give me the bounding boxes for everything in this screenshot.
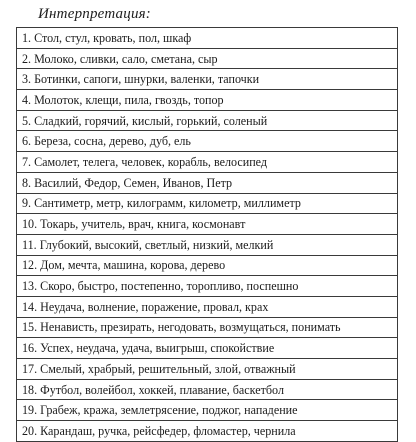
- table-row: [17, 379, 398, 400]
- table-cell: 2. Молоко, сливки, сало, сметана, сыр: [17, 48, 398, 69]
- table-cell: 6. Береза, сосна, дерево, дуб, ель: [17, 131, 398, 152]
- table-cell: 14. Неудача, волнение, поражение, провал, крах: [17, 296, 398, 317]
- table-row: [17, 193, 398, 214]
- table-row: [17, 296, 398, 317]
- table-row: [17, 317, 398, 338]
- table-cell: 11. Глубокий, высокий, светлый, низкий, мелкий: [17, 234, 398, 255]
- table-row: [17, 110, 398, 131]
- table-cell: 13. Скоро, быстро, постепенно, торопливо, поспешно: [17, 276, 398, 297]
- table-cell: 15. Ненависть, презирать, негодовать, возмущаться, понимать: [17, 317, 398, 338]
- table-cell: 3. Ботинки, сапоги, шнурки, валенки, тапочки: [17, 69, 398, 90]
- table-row: [17, 69, 398, 90]
- table-cell: 10. Токарь, учитель, врач, книга, космонавт: [17, 214, 398, 235]
- table-body: [17, 28, 398, 442]
- table-cell: 4. Молоток, клещи, пила, гвоздь, топор: [17, 90, 398, 111]
- word-list-table: [16, 27, 398, 442]
- table-row: [17, 214, 398, 235]
- table-cell: 1. Стол, стул, кровать, пол, шкаф: [17, 28, 398, 49]
- table-cell: 17. Смелый, храбрый, решительный, злой, отважный: [17, 359, 398, 380]
- table-row: [17, 28, 398, 49]
- table-row: [17, 90, 398, 111]
- table-row: [17, 172, 398, 193]
- table-cell: 20. Карандаш, ручка, рейсфедер, фломастер, чернила: [17, 421, 398, 442]
- table-cell: 5. Сладкий, горячий, кислый, горький, соленый: [17, 110, 398, 131]
- table-cell: 16. Успех, неудача, удача, выигрыш, спокойствие: [17, 338, 398, 359]
- table-row: [17, 359, 398, 380]
- table-row: [17, 152, 398, 173]
- table-row: [17, 48, 398, 69]
- section-heading: Интерпретация:: [38, 6, 152, 22]
- table-row: [17, 131, 398, 152]
- table-row: [17, 338, 398, 359]
- table-cell: 7. Самолет, телега, человек, корабль, велосипед: [17, 152, 398, 173]
- table-cell: 18. Футбол, волейбол, хоккей, плавание, баскетбол: [17, 379, 398, 400]
- table-cell: 8. Василий, Федор, Семен, Иванов, Петр: [17, 172, 398, 193]
- table-row: [17, 400, 398, 421]
- table-row: [17, 276, 398, 297]
- table-cell: 9. Сантиметр, метр, килограмм, километр, миллиметр: [17, 193, 398, 214]
- table-row: [17, 234, 398, 255]
- table-row: [17, 421, 398, 442]
- table-row: [17, 255, 398, 276]
- table-cell: 12. Дом, мечта, машина, корова, дерево: [17, 255, 398, 276]
- table-cell: 19. Грабеж, кража, землетрясение, поджог, нападение: [17, 400, 398, 421]
